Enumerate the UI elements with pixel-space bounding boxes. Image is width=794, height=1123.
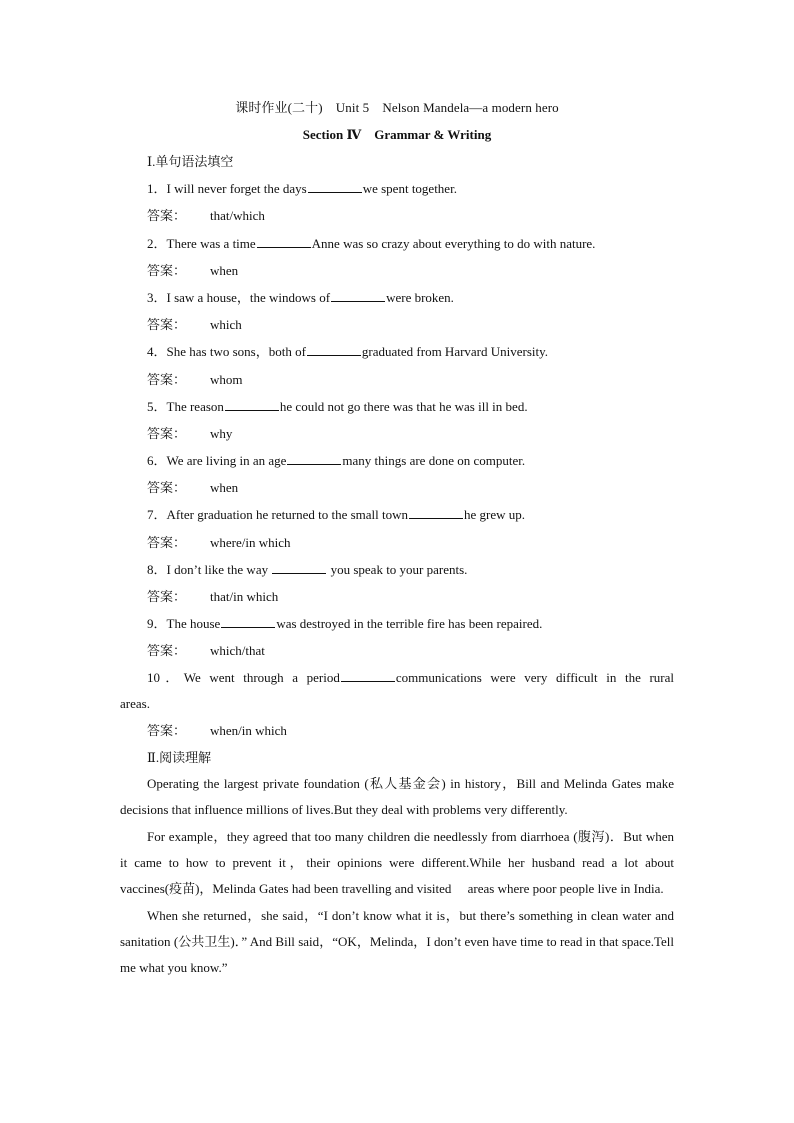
question-number: 10．: [147, 669, 184, 685]
answer-label: 答案：: [147, 722, 187, 738]
question-number: 6．: [147, 453, 167, 469]
answer-5: [120, 420, 674, 447]
page-title: 课时作业(二十) Unit 5 Nelson Mandela—a modern hero: [235, 100, 559, 115]
answer-9: [120, 637, 674, 664]
question-number: 3．: [147, 289, 167, 305]
answer-value: whom: [210, 371, 243, 387]
answer-blank: [341, 669, 395, 682]
question-text-before: I saw a house，the windows of: [166, 289, 331, 305]
question-text-before: There was a time: [166, 235, 256, 251]
answer-label: 答案：: [147, 480, 187, 496]
answer-blank: [221, 615, 275, 628]
question-number: 2．: [147, 235, 167, 251]
question-10-continuation: areas.: [120, 695, 150, 711]
answer-blank: [331, 289, 385, 302]
answer-label: 答案：: [147, 534, 187, 550]
answer-label: 答案：: [147, 371, 187, 387]
passage-paragraph-3: When she returned，she said，“I don’t know what it is，but there’s something in clean water and sanitation (公共卫生)．” And Bill said，“OK，Melinda，I don’t even have time to read in that space.Tell me what you know.”: [120, 907, 674, 976]
answer-blank: [308, 180, 362, 193]
passage-paragraph-2: For example，they agreed that too many children die needlessly from diarrhoea (腹泻)．But when it came to how to prevent it，their opinions were different.While her husband read a lot about vaccines(疫苗)，Melinda Gates had been travelling and visited areas where poor people live in India.: [120, 828, 674, 897]
answer-value: when/in which: [210, 722, 287, 738]
answer-7: [120, 529, 674, 556]
answer-label: 答案：: [147, 643, 187, 659]
question-1: [120, 175, 674, 202]
question-number: 8．: [147, 561, 167, 577]
answer-2: [120, 257, 674, 284]
question-text-before: She has two sons，both of: [166, 344, 306, 360]
question-5: [120, 393, 674, 420]
question-text-before: The house: [166, 616, 221, 632]
question-text-after: Anne was so crazy about everything to do with nature.: [311, 235, 596, 251]
question-3: [120, 284, 674, 311]
question-text-after: graduated from Harvard University.: [361, 344, 549, 360]
answer-value: which: [210, 317, 242, 333]
answer-value: that/which: [210, 208, 265, 224]
answer-value: which/that: [210, 643, 265, 659]
question-text-after: we spent together.: [362, 181, 457, 197]
answer-label: 答案：: [147, 425, 187, 441]
answer-6: [120, 474, 674, 501]
question-text-before: I will never forget the days: [166, 181, 307, 197]
question-text-after: were broken.: [386, 289, 454, 305]
question-list: [120, 175, 674, 664]
question-9: [120, 610, 674, 637]
question-text-after: you speak to your parents.: [327, 561, 468, 577]
question-8: [120, 556, 674, 583]
question-7: [120, 501, 674, 528]
question-number: 4．: [147, 344, 167, 360]
answer-value: where/in which: [210, 534, 291, 550]
question-text-before: We are living in an age: [166, 453, 287, 469]
answer-label: 答案：: [147, 589, 187, 604]
question-text-after: many things are done on computer.: [342, 453, 526, 469]
answer-blank: [257, 235, 311, 248]
content: [120, 148, 674, 982]
question-text-after: he grew up.: [464, 507, 526, 523]
answer-10: [120, 717, 674, 744]
question-text-before: After graduation he returned to the small town: [166, 507, 409, 523]
answer-blank: [307, 343, 361, 356]
question-text-after: he could not go there was that he was ill in bed.: [279, 398, 528, 414]
question-number: 9．: [147, 616, 167, 632]
section-heading-grammar: Ⅰ.单句语法填空: [147, 154, 234, 169]
answer-label: 答案：: [147, 208, 187, 224]
question-text-before: I don’t like the way: [166, 561, 272, 577]
question-number: 1．: [147, 181, 167, 197]
question-10: [120, 665, 674, 691]
question-4: [120, 338, 674, 365]
answer-blank: [225, 398, 279, 411]
answer-blank: [409, 506, 463, 519]
answer-label: 答案：: [147, 317, 187, 333]
question-text-before: We went through a period: [183, 669, 340, 685]
section-subtitle: Section Ⅳ Grammar & Writing: [302, 127, 492, 142]
question-number: 7．: [147, 507, 167, 523]
answer-value: why: [210, 425, 233, 441]
answer-value: when: [210, 262, 239, 278]
question-text-before: The reason: [166, 398, 224, 414]
answer-blank: [272, 561, 326, 574]
question-2: [120, 230, 674, 257]
question-text-after: was destroyed in the terrible fire has been repaired.: [276, 616, 543, 632]
question-number: 5．: [147, 398, 167, 414]
question-6: [120, 447, 674, 474]
question-text-after: communications were very difficult in the rural: [395, 669, 674, 685]
answer-4: [120, 366, 674, 393]
section-heading-reading: Ⅱ.阅读理解: [147, 749, 212, 765]
answer-3: [120, 311, 674, 338]
answer-blank: [287, 452, 341, 465]
answer-8: [120, 583, 674, 610]
answer-value: that/in which: [210, 589, 279, 604]
answer-value: when: [210, 480, 239, 496]
passage-paragraph-1: Operating the largest private foundation (私人基金会) in history，Bill and Melinda Gates make decisions that influence millions of lives.But they deal with problems very differently.: [120, 776, 674, 818]
answer-1: [120, 202, 674, 229]
answer-label: 答案：: [147, 262, 187, 278]
